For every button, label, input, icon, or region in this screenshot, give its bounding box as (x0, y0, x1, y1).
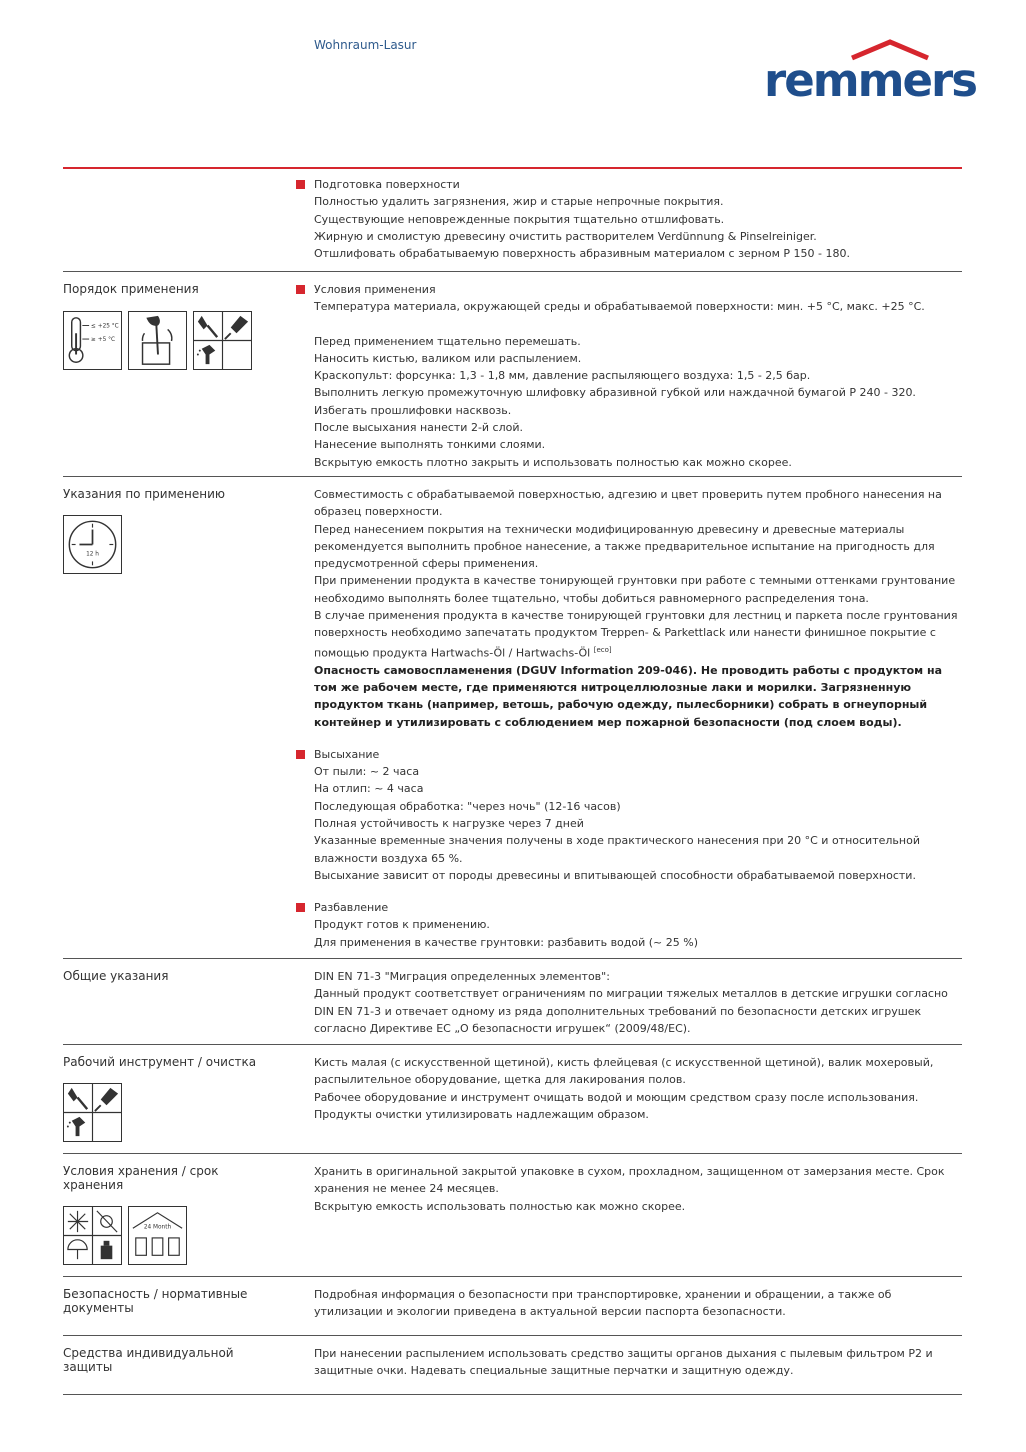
section-application (63, 271, 962, 477)
stir-bucket-icon (128, 311, 187, 370)
section-ppe (63, 1335, 962, 1395)
shelf-life-24-month-icon (128, 1206, 187, 1265)
application-line: Нанесение выполнять тонкими слоями. (314, 438, 546, 452)
bullet-marker (296, 285, 305, 294)
prep-line: Полностью удалить загрязнения, жир и старые непрочные покрытия. (314, 195, 724, 209)
prep-heading: Подготовка поверхности (314, 178, 460, 191)
instructions-paragraph (314, 607, 959, 662)
application-line: Избегать прошлифовки насквозь. (314, 403, 512, 417)
product-name: Wohnraum-Lasur (314, 38, 417, 52)
section-label: Порядок применения (63, 282, 199, 296)
safety-paragraph: Подробная информация о безопасности при транспортировке, хранении и обращении, а также об утилизации и экологии приведена в актуальной версии паспорта безопасности. (314, 1288, 892, 1319)
application-heading: Условия применения (314, 283, 436, 296)
storage-conditions-icon (63, 1206, 122, 1265)
month-label: 24 Month (143, 1224, 172, 1231)
application-line: Вскрытую емкость плотно закрыть и использовать полностью как можно скорее. (314, 455, 792, 469)
prep-line: Существующие неповрежденные покрытия тщательно отшлифовать. (314, 212, 725, 226)
application-line: Наносить кистью, валиком или распылением. (314, 351, 582, 365)
ppe-paragraph: При нанесении распылением использовать средство защиты органов дыхания с пылевым фильтром P2 и защитные очки. Надевать специальные защитные перчатки и защитную одежду. (314, 1347, 933, 1378)
eco-superscript: [eco] (593, 645, 612, 654)
bullet-marker (296, 750, 305, 759)
section-instructions (63, 476, 962, 959)
instructions-paragraph: Совместимость с обрабатываемой поверхностью, адгезию и цвет проверить путем пробного нанесения на образец поверхности. (314, 488, 942, 519)
drying-line: Последующая обработка: "через ночь" (12-16 часов) (314, 799, 621, 813)
tools-paragraph: Кисть малая (с искусственной щетиной), кисть флейцевая (с искусственной щетиной), валик мохеровый, распылительное оборудование, щетка для лакирования полов. (314, 1056, 934, 1087)
storage-line: Вскрытую емкость использовать полностью как можно скорее. (314, 1199, 686, 1213)
application-tools-icon (193, 311, 252, 370)
application-line: Выполнить легкую промежуточную шлифовку абразивной губкой или наждачной бумагой P 240 - 320. (314, 386, 916, 400)
storage-paragraph: Хранить в оригинальной закрытой упаковке в сухом, прохладном, защищенном от замерзания месте. Срок хранения не менее 24 месяцев. (314, 1165, 945, 1196)
application-line: Температура материала, окружающей среды и обрабатываемой поверхности: мин. +5 °C, макс. +25 °C. (314, 300, 925, 314)
instructions-paragraph: При применении продукта в качестве тонирующей грунтовки при работе с темными оттенками грунтование необходимо выполнять более тщательно, чтобы добиться равномерного распределения тона. (314, 574, 956, 605)
section-label: Средства индивидуальной защиты (63, 1346, 234, 1374)
drying-line: Полная устойчивость к нагрузке через 7 дней (314, 817, 584, 830)
section-label: Общие указания (63, 969, 169, 983)
tools-line: Рабочее оборудование и инструмент очищать водой и моющим средством сразу после использования. (314, 1090, 919, 1104)
remmers-logo (762, 36, 976, 107)
application-tools-icon (63, 1083, 122, 1142)
fire-warning: Опасность самовоспламенения (DGUV Information 209-046). Не проводить работы с продуктом на том же рабочем месте, где применяются нитроцеллюлозные лаки и морилки. Загрязненную продуктом ткань (например, ветошь, рабочую одежду, пылесборники) собрать в огнеупорный контейнер и утилизировать с соблюдением мер пожарной безопасности (под слоем воды). (314, 663, 943, 729)
section-tools (63, 1044, 962, 1154)
section-safety (63, 1276, 962, 1336)
application-line: Перед применением тщательно перемешать. (314, 334, 581, 348)
instructions-text: В случае применения продукта в качестве тонирующей грунтовки для лестниц и паркета после грунтования поверхность необходимо запечатать продуктом Treppen- & Parkettlack или нанести финишное покрытие с помощью продукта Hartwachs-Öl / Hartwachs-Öl (314, 609, 958, 660)
prep-line: Жирную и смолистую древесину очистить растворителем Verdünnung & Pinselreiniger. (314, 229, 817, 243)
drying-line: От пыли: ~ 2 часа (314, 765, 420, 779)
section-storage (63, 1153, 962, 1277)
section-label: Безопасность / нормативные документы (63, 1287, 248, 1315)
section-label: Рабочий инструмент / очистка (63, 1055, 257, 1069)
instructions-paragraph: Перед нанесением покрытия на технически модифицированную древесину и древесные материалы рекомендуется выполнить пробное нанесение, а также предварительное испытание на пригодность для предусмотренной сферы применения. (314, 522, 935, 571)
bullet-marker (296, 903, 305, 912)
temp-min-label: ≥ +5 °C (91, 336, 116, 343)
bullet-marker (296, 180, 305, 189)
dilution-line: Для применения в качестве грунтовки: разбавить водой (~ 25 %) (314, 935, 699, 949)
drying-line: На отлип: ~ 4 часа (314, 782, 424, 796)
temperature-range-icon (63, 311, 122, 370)
section-label: Условия хранения / срок хранения (63, 1164, 219, 1192)
logo-text: remmers (764, 54, 976, 107)
application-line: После высыхания нанести 2-й слой. (314, 421, 524, 435)
clock-12h-icon (63, 515, 122, 574)
clock-label: 12 h (86, 551, 99, 558)
temp-max-label: ≤ +25 °C (91, 323, 119, 330)
tools-line: Продукты очистки утилизировать надлежащим образом. (314, 1107, 649, 1121)
section-surface-prep (63, 169, 962, 272)
section-label: Указания по применению (63, 487, 225, 501)
drying-note: Указанные временные значения получены в ходе практического нанесения при 20 °C и относительной влажности воздуха 65 %. (314, 834, 920, 865)
dilution-heading: Разбавление (314, 901, 389, 915)
dilution-line: Продукт готов к применению. (314, 918, 490, 932)
general-paragraph: Данный продукт соответствует ограничениям по миграции тяжелых металлов в детские игрушки согласно DIN EN 71-3 и отвечает одному из ряда дополнительных требований по безопасности детских игрушек согласно Директиве ЕС „О безопасности игрушек“ (2009/48/EC). (314, 987, 948, 1035)
drying-note: Высыхание зависит от породы древесины и впитывающей способности обрабатываемой поверхности. (314, 868, 916, 882)
application-line: Краскопульт: форсунка: 1,3 - 1,8 мм, давление распыляющего воздуха: 1,5 - 2,5 бар. (314, 369, 811, 383)
section-general (63, 958, 962, 1045)
drying-heading: Высыхание (314, 747, 380, 761)
general-line: DIN EN 71-3 "Миграция определенных элементов": (314, 970, 610, 983)
prep-line: Отшлифовать обрабатываемую поверхность абразивным материалом с зерном P 150 - 180. (314, 247, 850, 261)
